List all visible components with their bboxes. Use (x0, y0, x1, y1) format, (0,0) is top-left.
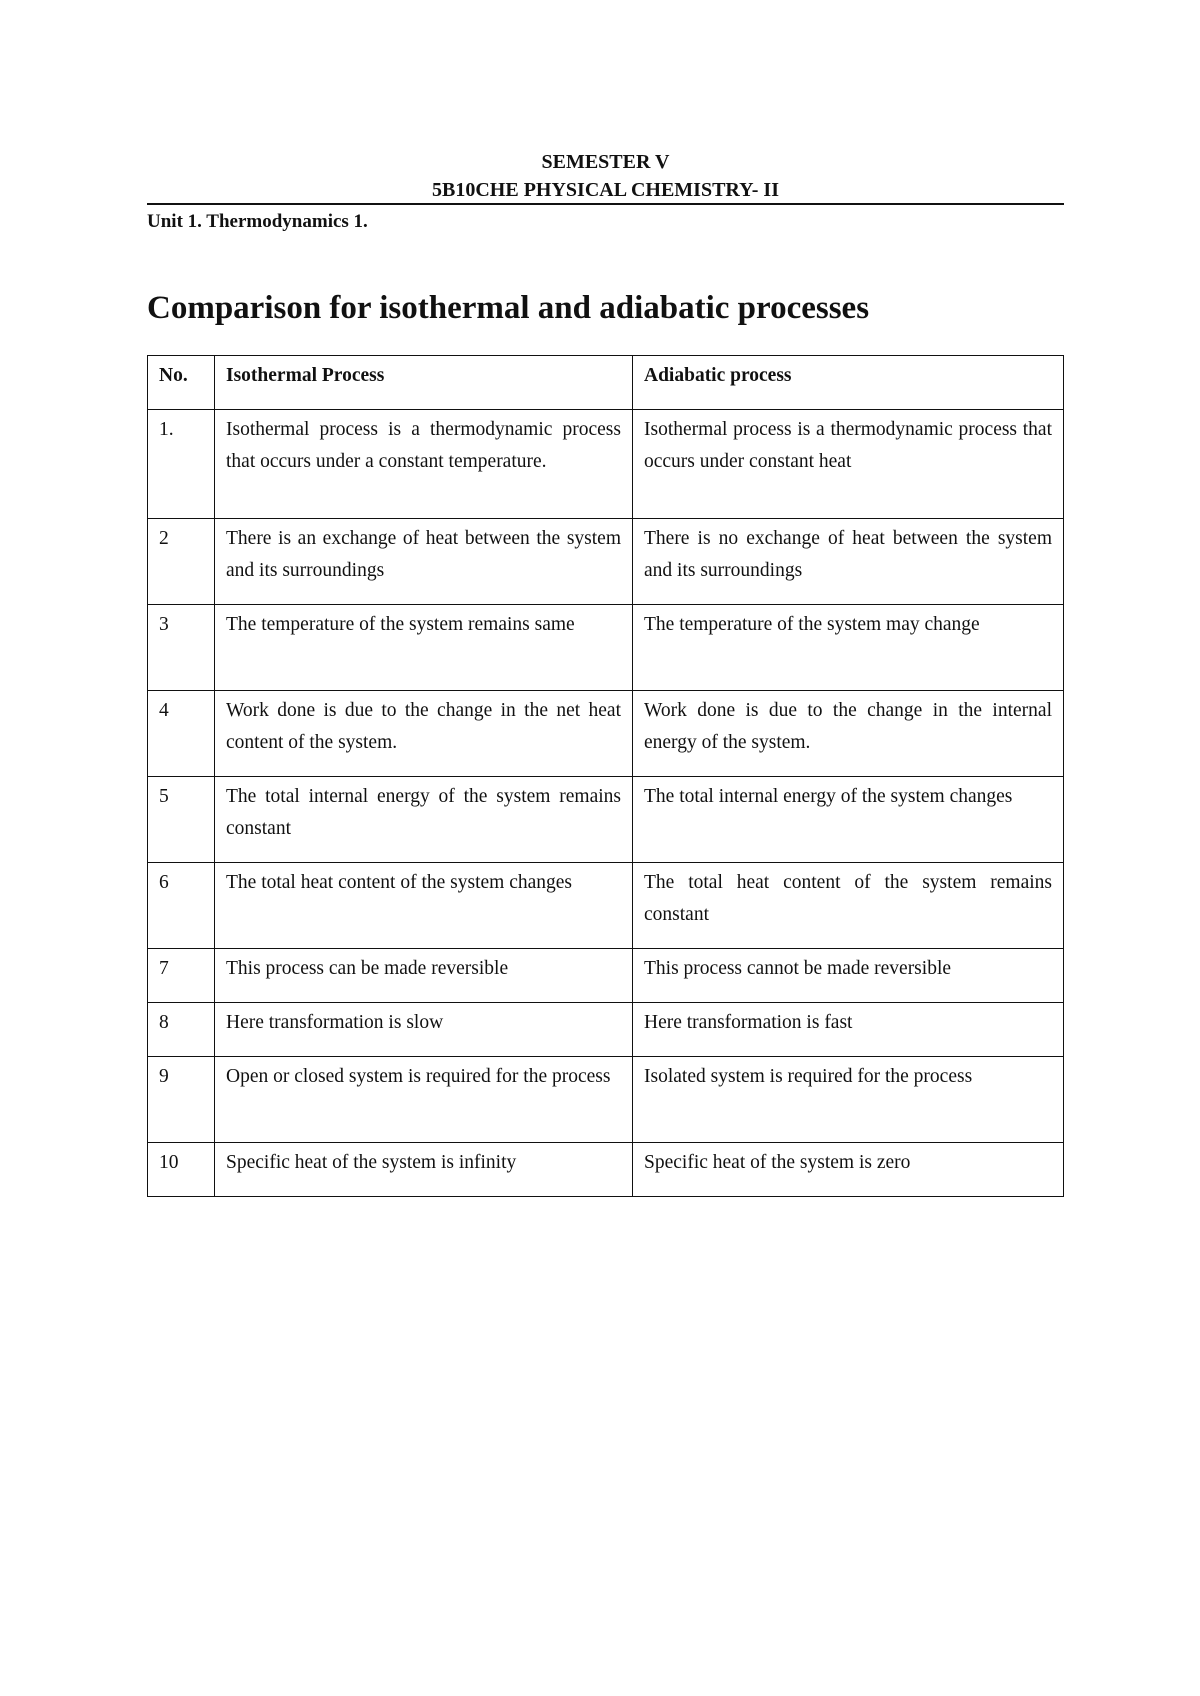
row-number: 8 (148, 1003, 215, 1057)
table-row (148, 949, 1064, 1003)
table-row (148, 1143, 1064, 1197)
adiabatic-cell: The total internal energy of the system changes (633, 777, 1064, 863)
table-row (148, 691, 1064, 777)
table-row (148, 1057, 1064, 1143)
header-divider (147, 203, 1064, 205)
adiabatic-cell: Work done is due to the change in the internal energy of the system. (633, 691, 1064, 777)
adiabatic-cell: The temperature of the system may change (633, 605, 1064, 691)
isothermal-cell: Open or closed system is required for the process (215, 1057, 633, 1143)
comparison-table (147, 355, 1064, 1197)
header-cell-adiabatic: Adiabatic process (633, 356, 1064, 410)
adiabatic-cell: Isothermal process is a thermodynamic process that occurs under constant heat (633, 410, 1064, 519)
table-header-row (148, 356, 1064, 410)
isothermal-cell: The total internal energy of the system remains constant (215, 777, 633, 863)
row-number: 6 (148, 863, 215, 949)
adiabatic-cell: Isolated system is required for the process (633, 1057, 1064, 1143)
adiabatic-cell: This process cannot be made reversible (633, 949, 1064, 1003)
page-title: Comparison for isothermal and adiabatic processes (147, 290, 870, 326)
semester-label: SEMESTER V (541, 151, 670, 173)
row-number: 7 (148, 949, 215, 1003)
row-number: 9 (148, 1057, 215, 1143)
isothermal-cell: Here transformation is slow (215, 1003, 633, 1057)
adiabatic-cell: The total heat content of the system remains constant (633, 863, 1064, 949)
isothermal-cell: There is an exchange of heat between the system and its surroundings (215, 519, 633, 605)
header-cell-number: No. (148, 356, 215, 410)
adiabatic-cell: There is no exchange of heat between the system and its surroundings (633, 519, 1064, 605)
isothermal-cell: This process can be made reversible (215, 949, 633, 1003)
row-number: 1. (148, 410, 215, 519)
table-row (148, 519, 1064, 605)
table-row (148, 605, 1064, 691)
adiabatic-cell: Specific heat of the system is zero (633, 1143, 1064, 1197)
document-header (147, 148, 1064, 204)
table-row (148, 777, 1064, 863)
table-row (148, 410, 1064, 519)
isothermal-cell: Isothermal process is a thermodynamic process that occurs under a constant temperature. (215, 410, 633, 519)
row-number: 10 (148, 1143, 215, 1197)
row-number: 3 (148, 605, 215, 691)
row-number: 2 (148, 519, 215, 605)
course-title: 5B10CHE PHYSICAL CHEMISTRY- II (432, 179, 779, 201)
isothermal-cell: Specific heat of the system is infinity (215, 1143, 633, 1197)
table-row (148, 863, 1064, 949)
isothermal-cell: Work done is due to the change in the net heat content of the system. (215, 691, 633, 777)
row-number: 5 (148, 777, 215, 863)
adiabatic-cell: Here transformation is fast (633, 1003, 1064, 1057)
row-number: 4 (148, 691, 215, 777)
header-cell-isothermal: Isothermal Process (215, 356, 633, 410)
unit-heading: Unit 1. Thermodynamics 1. (147, 211, 368, 232)
table-row (148, 1003, 1064, 1057)
isothermal-cell: The temperature of the system remains same (215, 605, 633, 691)
isothermal-cell: The total heat content of the system changes (215, 863, 633, 949)
